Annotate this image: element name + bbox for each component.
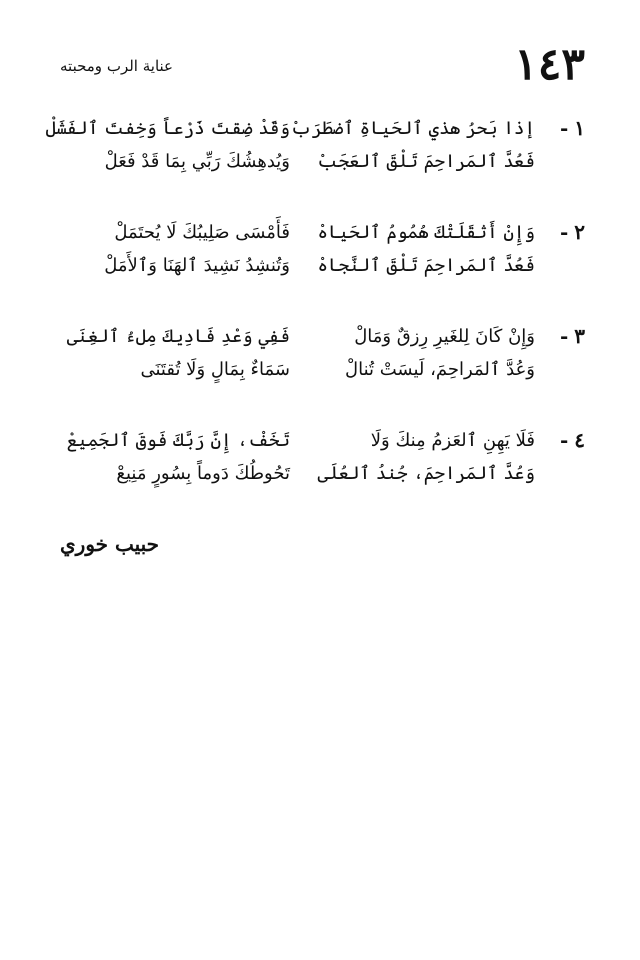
verse-line: وَقَدْ ضِقتَ ذَرْعاً وَخِفتَ ٱلفَشَلْ bbox=[45, 118, 290, 139]
verse-line: وَإِنْ كَانَ لِلغَيرِ رِزقٌ وَمَالْ bbox=[354, 326, 535, 347]
verse-right-half bbox=[290, 112, 535, 178]
verse-number: ٤- bbox=[559, 428, 585, 452]
verse-line: وَعُدَّ ٱلمَراحِمَ، جُندُ ٱلعُلَى bbox=[317, 463, 535, 484]
verse-number: ١- bbox=[559, 116, 585, 140]
verse-left-half bbox=[60, 216, 290, 282]
verse-line: فَفِي وَعْدِ فَادِيكَ مِلءُ ٱلغِنَى bbox=[66, 326, 290, 347]
page-header bbox=[60, 40, 585, 90]
verse-line: فَأَمْسَى صَلِيبُكَ لَا يُحتَمَلْ bbox=[114, 222, 290, 243]
verse-line: سَمَاءٌ بِمَالٍ وَلَا تُقتَنَى bbox=[140, 359, 290, 380]
verse-3 bbox=[60, 320, 585, 424]
verses-list bbox=[45, 112, 585, 528]
verse-right-half bbox=[325, 320, 535, 386]
verse-line: فَعُدَّ ٱلمَراحِمَ تَلْقَ ٱلنَّجاهْ bbox=[317, 255, 535, 276]
verse-2 bbox=[60, 216, 585, 320]
verse-4 bbox=[60, 424, 585, 528]
verse-right-half bbox=[317, 424, 535, 490]
verse-line: وَتُنشِدُ نَشِيدَ ٱلهَنَا وَٱلأَمَلْ bbox=[104, 255, 290, 276]
verse-line: وَإِنْ أَثقَلَتْكَ هُمُومُ ٱلحَياهْ bbox=[317, 222, 535, 243]
verse-line: وَيُدهِشُكَ رَبِّي بِمَا قَدْ فَعَلْ bbox=[104, 151, 290, 172]
verse-1 bbox=[45, 112, 585, 216]
hymn-number: ١٤٣ bbox=[514, 39, 585, 90]
verse-line: فَلَا يَهِنِ ٱلعَزمُ مِنكَ وَلَا bbox=[370, 430, 535, 451]
verse-right-half bbox=[317, 216, 535, 282]
verse-line: تَحُوطُكَ دَوماً بِسُورٍ مَنِيعْ bbox=[116, 463, 290, 484]
section-title: عناية الرب ومحبته bbox=[60, 57, 173, 75]
verse-left-half bbox=[60, 424, 290, 490]
verse-line: وَعُدَّ ٱلمَراحِمَ، لَيسَتْ تُنالْ bbox=[345, 359, 535, 380]
verse-line: تَخَفْ، إِنَّ رَبَّكَ فَوقَ ٱلجَمِيعْ bbox=[66, 430, 290, 451]
verse-number: ٢- bbox=[559, 220, 585, 244]
author-name: حبيب خوري bbox=[60, 532, 160, 556]
verse-left-half bbox=[45, 112, 290, 178]
verse-number: ٣- bbox=[559, 324, 585, 348]
verse-left-half bbox=[60, 320, 290, 386]
verse-line: إذا بَحرُ هذي ٱلحَياةِ ٱضطَرَبْ bbox=[290, 118, 535, 139]
verse-line: فَعُدَّ ٱلمَراحِمَ تَلْقَ ٱلعَجَبْ bbox=[317, 151, 535, 172]
